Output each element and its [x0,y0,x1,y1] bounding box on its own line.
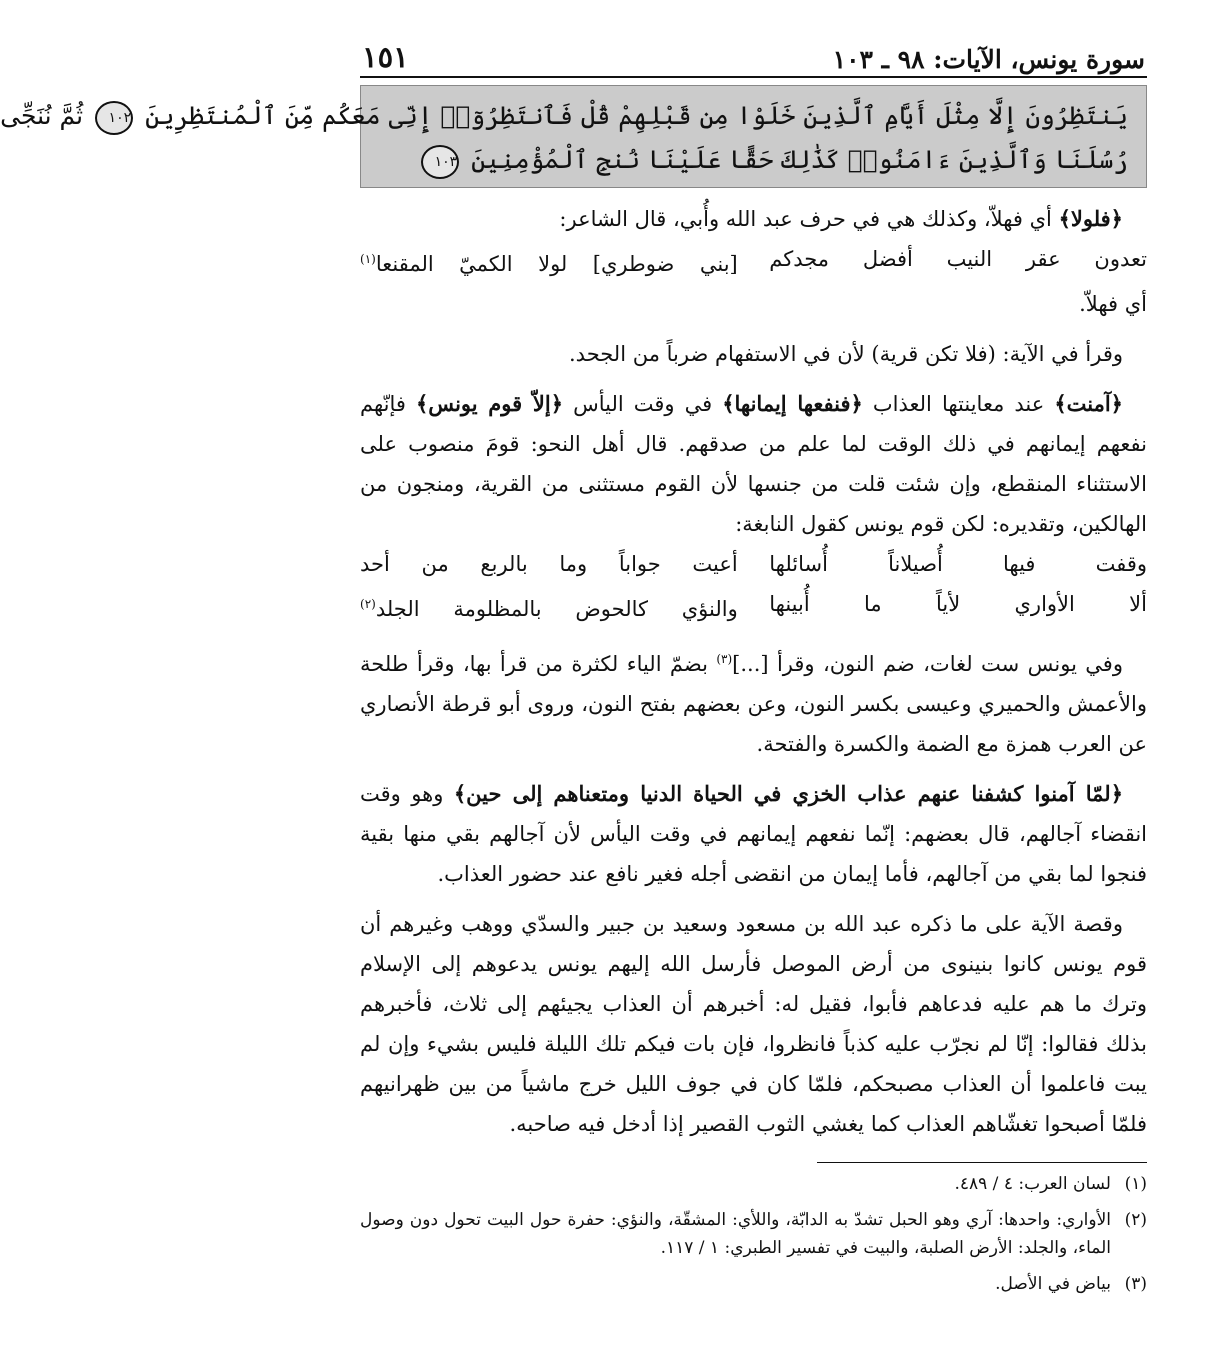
poem-verse [360,239,1147,284]
poem-text: والنؤي كالحوض بالمظلومة الجلد [375,597,738,621]
running-title: سورة يونس، الآيات: ٩٨ ـ ١٠٣ [832,45,1145,74]
commentary-body [360,199,1147,1144]
poem-verse [360,584,1147,629]
paragraph-text: عند معاينتها العذاب [862,392,1055,416]
poem-hemistich-right: ألا الأواري لأياً ما أُبينها [769,592,1147,616]
footnote-ref: (١) [360,252,376,266]
quoted-phrase: ﴿فنفعها إيمانها﴾ [722,391,863,416]
paragraph-text: وهو وقت انقضاء آجالهم، قال بعضهم: إنّما نفعهم إيمانهم في وقت اليأس لأن آجالهم بقي منها بقية فنجوا لما بقي من آجالهم، فأما إيمان من انقضى أجله فغير نافع عند حضور العذاب. [360,782,1147,886]
footnote [360,1270,1147,1298]
quoted-phrase: ﴿لمّا آمنوا كشفنا عنهم عذاب الخزي في الحياة الدنيا ومتعناهم إلى حين﴾ [453,781,1123,806]
poem-hemistich-left [360,239,738,284]
footnote-text: بياض في الأصل. [995,1274,1111,1294]
paragraph-text: وفي يونس ست لغات، ضم النون، وقرأ [...] [732,652,1123,676]
paragraph-text: أي فهلاّ، وكذلك هي في حرف عبد الله وأُبي، قال الشاعر: [559,207,1059,231]
footnote-separator [817,1162,1147,1163]
footnote-number: (٢) [1124,1210,1147,1230]
footnote-text: لسان العرب: ٤ / ٤٨٩. [954,1174,1111,1194]
footnote-number: (٣) [1124,1274,1147,1294]
page-header [362,30,1145,74]
verse-text: ثُمَّ نُنَجِّى [0,101,84,130]
ayah-number-mark: ١٠٢ [95,101,133,135]
paragraph [360,199,1147,239]
paragraph: أي فهلاّ. [1079,292,1147,316]
verse-line [379,138,1128,182]
verse-line [0,94,1128,138]
paragraph [360,774,1147,894]
poem-hemistich-left [360,584,738,629]
paragraph: وقصة الآية على ما ذكره عبد الله بن مسعود وسعيد بن جبير والسدّي ووهب وغيرهم أن قوم يونس كانوا بنينوى من أرض الموصل فأرسل الله إليهم يونس يدعوهم إلى الإسلام وترك ما هم عليه فدعاهم فأبوا، فقيل له: أخبرهم أن العذاب يجيئهم إلى ثلاث، فأخبرهم بذلك فقالوا: إنّا لم نجرّب عليه كذباً فانظروا، فإن بات فيكم تلك الليلة فليس بشيء وإن لم يبت فاعلموا أن العذاب مصبحكم، فلمّا كان في جوف الليل خرج ماشياً من بين ظهرانيهم فلمّا أصبحوا تغشّاهم العذاب كما يغشي الثوب القصير إذا أدخل فيه صاحبه. [360,912,1147,1136]
header-rule [360,76,1147,78]
poem-verse [360,544,1147,584]
footnote [360,1170,1147,1198]
paragraph-text: في وقت اليأس [563,392,723,416]
footnote [360,1206,1147,1262]
ayah-number-mark: ١٠٣ [421,145,459,179]
paragraph [360,384,1147,544]
paragraph: وقرأ في الآية: (فلا تكن قرية) لأن في الاستفهام ضرباً من الجحد. [569,342,1123,366]
quran-verse-box [0,85,1147,188]
poem-hemistich-right: تعدون عقر النيب أفضل مجدكم [769,247,1147,271]
paragraph-text: بضمّ الياء لكثرة من قرأ بها، وقرأ طلحة والأعمش والحميري وعيسى بكسر النون، وعن بعضهم بفتح النون، وروى أبو قرطة الأنصاري عن العرب همزة مع الضمة والكسرة والفتحة. [360,652,1147,756]
footnote-ref: (٣) [716,652,733,666]
quoted-phrase: ﴿آمنت﴾ [1054,391,1123,416]
paragraph [360,639,1147,764]
footnote-number: (١) [1124,1174,1147,1194]
paragraph-text: فإنّهم نفعهم إيمانهم في ذلك الوقت لما علم من صدقهم. قال أهل النحو: قومَ منصوب على الاستثناء المنقطع، وإن شئت قلت من جنسها لأن القوم مستثنى من القرية، ومنجون من الهالكين، وتقديره: لكن قوم يونس كقول النابغة: [360,392,1147,536]
footnotes [360,1170,1147,1306]
footnote-text: الأواري: واحدها: آري وهو الحبل تشدّ به الدابّة، واللأي: المشقّة، والنؤي: حفرة حول البيت تحول دون وصول الماء، والجلد: الأرض الصلبة، والبيت في تفسير الطبري: ١ / ١١٧. [360,1210,1111,1258]
poem-text: [بني ضوطري] لولا الكميّ المقنعا [375,252,738,276]
page-number: ١٥١ [362,40,409,74]
quoted-phrase: ﴿إلاّ قوم يونس﴾ [416,391,564,416]
footnote-ref: (٢) [360,597,376,611]
quoted-phrase: ﴿فلولا﴾ [1058,206,1123,231]
poem-hemistich-left: أعيت جواباً وما بالربع من أحد [360,552,738,576]
verse-text: رُسُلَنَا وَٱلَّذِينَ ءَامَنُوا۟ كَذَٰلِكَ حَقًّا عَلَيْنَا نُنجِ ٱلْمُؤْمِنِينَ [471,145,1128,174]
poem-hemistich-right: وقفت فيها أُصيلاناً أُسائلها [769,552,1147,576]
verse-text: يَنتَظِرُونَ إِلَّا مِثْلَ أَيَّامِ ٱلَّذِينَ خَلَوْا مِن قَبْلِهِمْ قُلْ فَٱنتَظِرُوٓا۟ إِنِّى مَعَكُم مِّنَ ٱلْمُنتَظِرِينَ [145,101,1128,130]
